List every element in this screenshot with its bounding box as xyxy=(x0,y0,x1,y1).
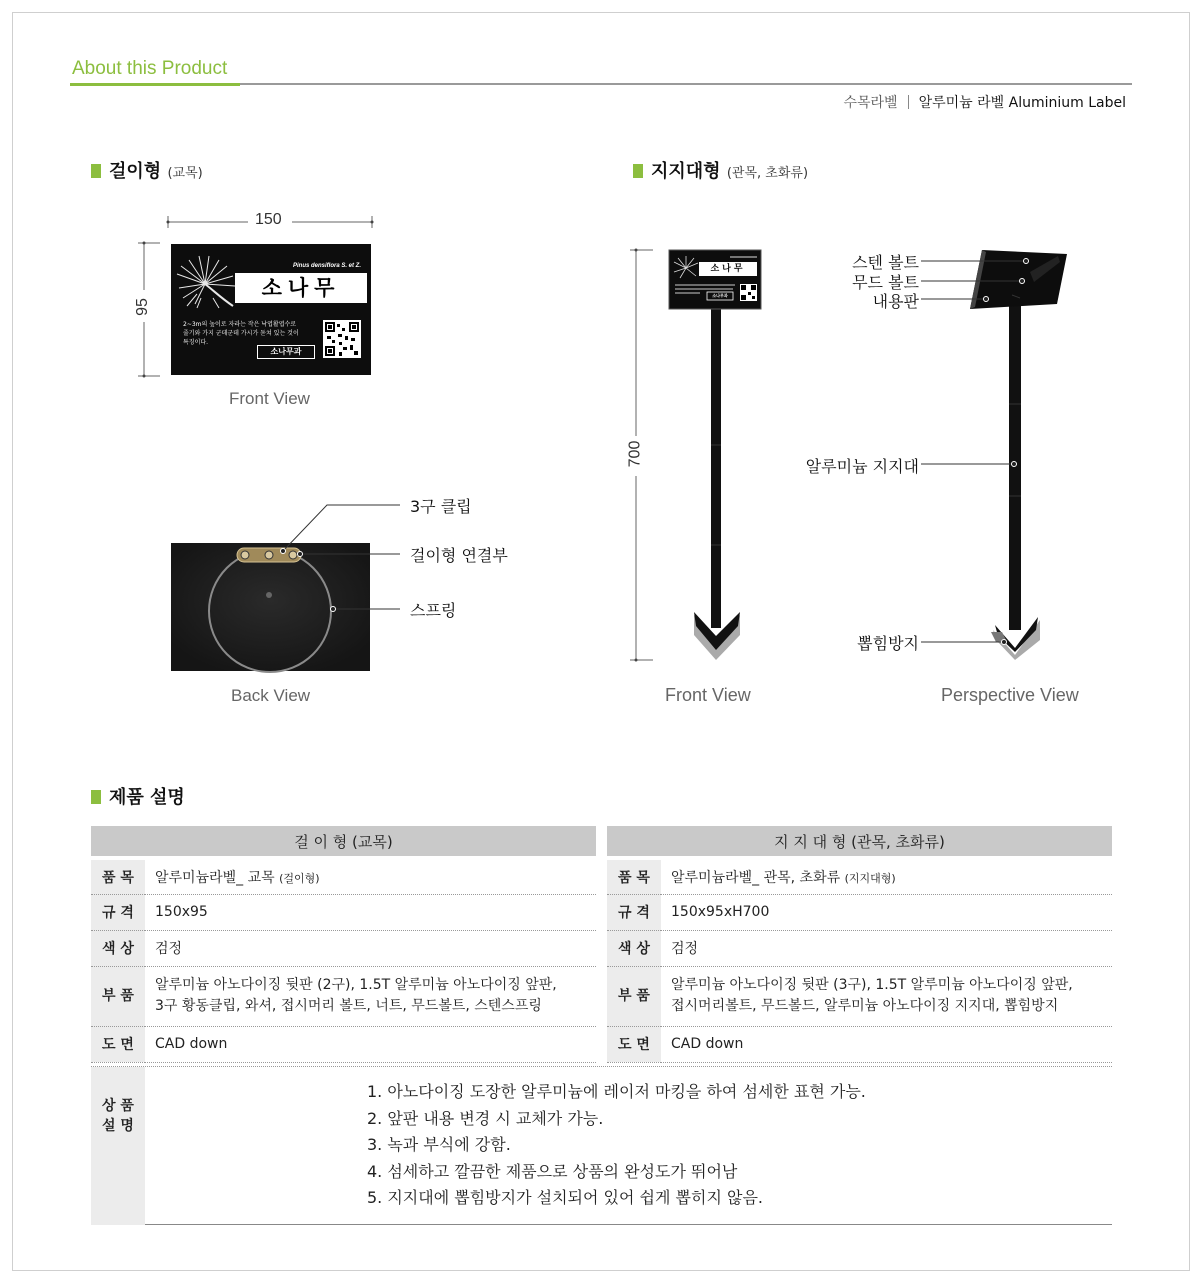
callout-content-plate: 내용판 xyxy=(872,292,919,311)
row-value xyxy=(145,858,596,894)
row-value-note: (걸이형) xyxy=(279,871,320,885)
breadcrumb-category[interactable]: 수목라벨 xyxy=(843,95,898,111)
label-description-line: 특징이다. xyxy=(183,339,209,346)
section-subtitle: (관목, 초화류) xyxy=(726,166,809,181)
width-dimension: 150 xyxy=(255,211,282,228)
description-list xyxy=(367,1079,866,1212)
stand-perspective-view-caption: Perspective View xyxy=(941,685,1079,705)
row-label: 색 상 xyxy=(91,930,145,966)
list-item: 4. 섬세하고 깔끔한 제품으로 상품의 완성도가 뛰어남 xyxy=(367,1161,738,1181)
callout-aluminium-pole: 알루미늄 지지대 xyxy=(805,457,919,476)
row-label: 품 목 xyxy=(91,858,145,894)
row-label: 도 면 xyxy=(91,1026,145,1062)
callout-spring: 스프링 xyxy=(410,601,457,620)
description-label-line: 상 품 xyxy=(102,1098,134,1114)
list-item: 2. 앞판 내용 변경 시 교체가 가능. xyxy=(367,1108,604,1128)
row-value-line: 알루미늄 아노다이징 뒷판 (3구), 1.5T 알루미늄 아노다이징 앞판, xyxy=(671,977,1073,993)
stand-height-dimension: 700 xyxy=(626,440,644,468)
table-header: 걸 이 형 (교목) xyxy=(91,826,596,858)
label-description-line: 줄기와 가지 군데군데 가시가 돋쳐 있는 것이 xyxy=(183,330,299,337)
list-item: 1. 아노다이징 도장한 알루미늄에 레이저 마킹을 하여 섬세한 표현 가능. xyxy=(367,1082,866,1101)
row-label: 도 면 xyxy=(607,1026,661,1062)
row-label: 규 격 xyxy=(91,894,145,930)
row-value-line: 3구 황동클립, 와셔, 접시머리 볼트, 너트, 무드볼트, 스텐스프링 xyxy=(155,998,542,1014)
table-row xyxy=(91,1026,596,1062)
table-row xyxy=(91,966,596,1026)
label-korean-name: 소나무 xyxy=(261,275,341,300)
stand-label-family-name: 소나무과 xyxy=(712,293,728,298)
cad-download-link[interactable]: CAD down xyxy=(661,1026,1112,1062)
row-label: 품 목 xyxy=(607,858,661,894)
stand-label-korean-name: 소나무 xyxy=(710,264,746,274)
spec-table-hanging xyxy=(91,826,596,1063)
cad-download-link[interactable]: CAD down xyxy=(145,1026,596,1062)
callout-hanging-connector: 걸이형 연결부 xyxy=(410,546,508,565)
product-description-row xyxy=(91,1066,1112,1225)
table-row xyxy=(607,1026,1112,1062)
row-label: 부 품 xyxy=(91,966,145,1026)
breadcrumb-product: 알루미늄 라벨 Aluminium Label xyxy=(918,95,1126,111)
callout-sten-bolt: 스텐 볼트 xyxy=(852,253,919,272)
description-label xyxy=(91,1067,145,1225)
stand-front-view-caption: Front View xyxy=(665,685,751,705)
table-row xyxy=(607,966,1112,1026)
label-description-line: 2~3m의 높이로 자라는 작은 낙엽활엽수로 xyxy=(183,321,297,328)
row-label: 부 품 xyxy=(607,966,661,1026)
hanging-back-view-caption: Back View xyxy=(231,686,311,705)
row-value-line: 접시머리볼트, 무드볼드, 알루미늄 아노다이징 지지대, 뽑힘방지 xyxy=(671,998,1059,1014)
table-header: 지 지 대 형 (관목, 초화류) xyxy=(607,826,1112,858)
list-item: 5. 지지대에 뽑힘방지가 설치되어 있어 쉽게 뽑히지 않음. xyxy=(367,1188,763,1207)
section-subtitle: (교목) xyxy=(167,166,203,181)
section-title-text: 지지대형 xyxy=(651,161,721,182)
table-row xyxy=(91,858,596,894)
section-title-description xyxy=(91,783,185,809)
hanging-front-view-caption: Front View xyxy=(229,389,310,408)
row-value xyxy=(145,966,596,1026)
row-value-note: (지지대형) xyxy=(844,871,896,885)
row-value: 150x95xH700 xyxy=(661,894,1112,930)
row-label: 규 격 xyxy=(607,894,661,930)
callout-mood-bolt: 무드 볼트 xyxy=(852,273,919,292)
row-value xyxy=(661,966,1112,1026)
row-value-text: 알루미늄라벨_ 관목, 초화류 xyxy=(671,869,841,886)
label-family-name: 소나무과 xyxy=(257,345,315,359)
row-value xyxy=(661,858,1112,894)
row-value-text: 알루미늄라벨_ 교목 xyxy=(155,869,275,886)
spec-table-stand xyxy=(607,826,1112,1063)
section-title-text: 제품 설명 xyxy=(109,787,185,808)
table-row xyxy=(607,930,1112,966)
row-value: 검정 xyxy=(661,930,1112,966)
table-row xyxy=(91,894,596,930)
table-row xyxy=(607,894,1112,930)
height-dimension: 95 xyxy=(133,298,151,316)
list-item: 3. 녹과 부식에 강함. xyxy=(367,1135,511,1154)
section-marker xyxy=(91,790,101,804)
callout-anti-pullout: 뽑힘방지 xyxy=(857,634,919,653)
label-latin-name: Pinus densiflora S. et Z. xyxy=(292,263,361,269)
row-value: 검정 xyxy=(145,930,596,966)
section-title-text: 걸이형 xyxy=(109,161,162,182)
description-label-line: 설 명 xyxy=(102,1117,134,1134)
row-value: 150x95 xyxy=(145,894,596,930)
row-label: 색 상 xyxy=(607,930,661,966)
callout-3-hole-clip: 3구 클립 xyxy=(410,497,472,516)
about-title: About this Product xyxy=(72,58,228,79)
table-row xyxy=(607,858,1112,894)
table-row xyxy=(91,930,596,966)
row-value-line: 알루미늄 아노다이징 뒷판 (2구), 1.5T 알루미늄 아노다이징 앞판, xyxy=(155,977,557,993)
